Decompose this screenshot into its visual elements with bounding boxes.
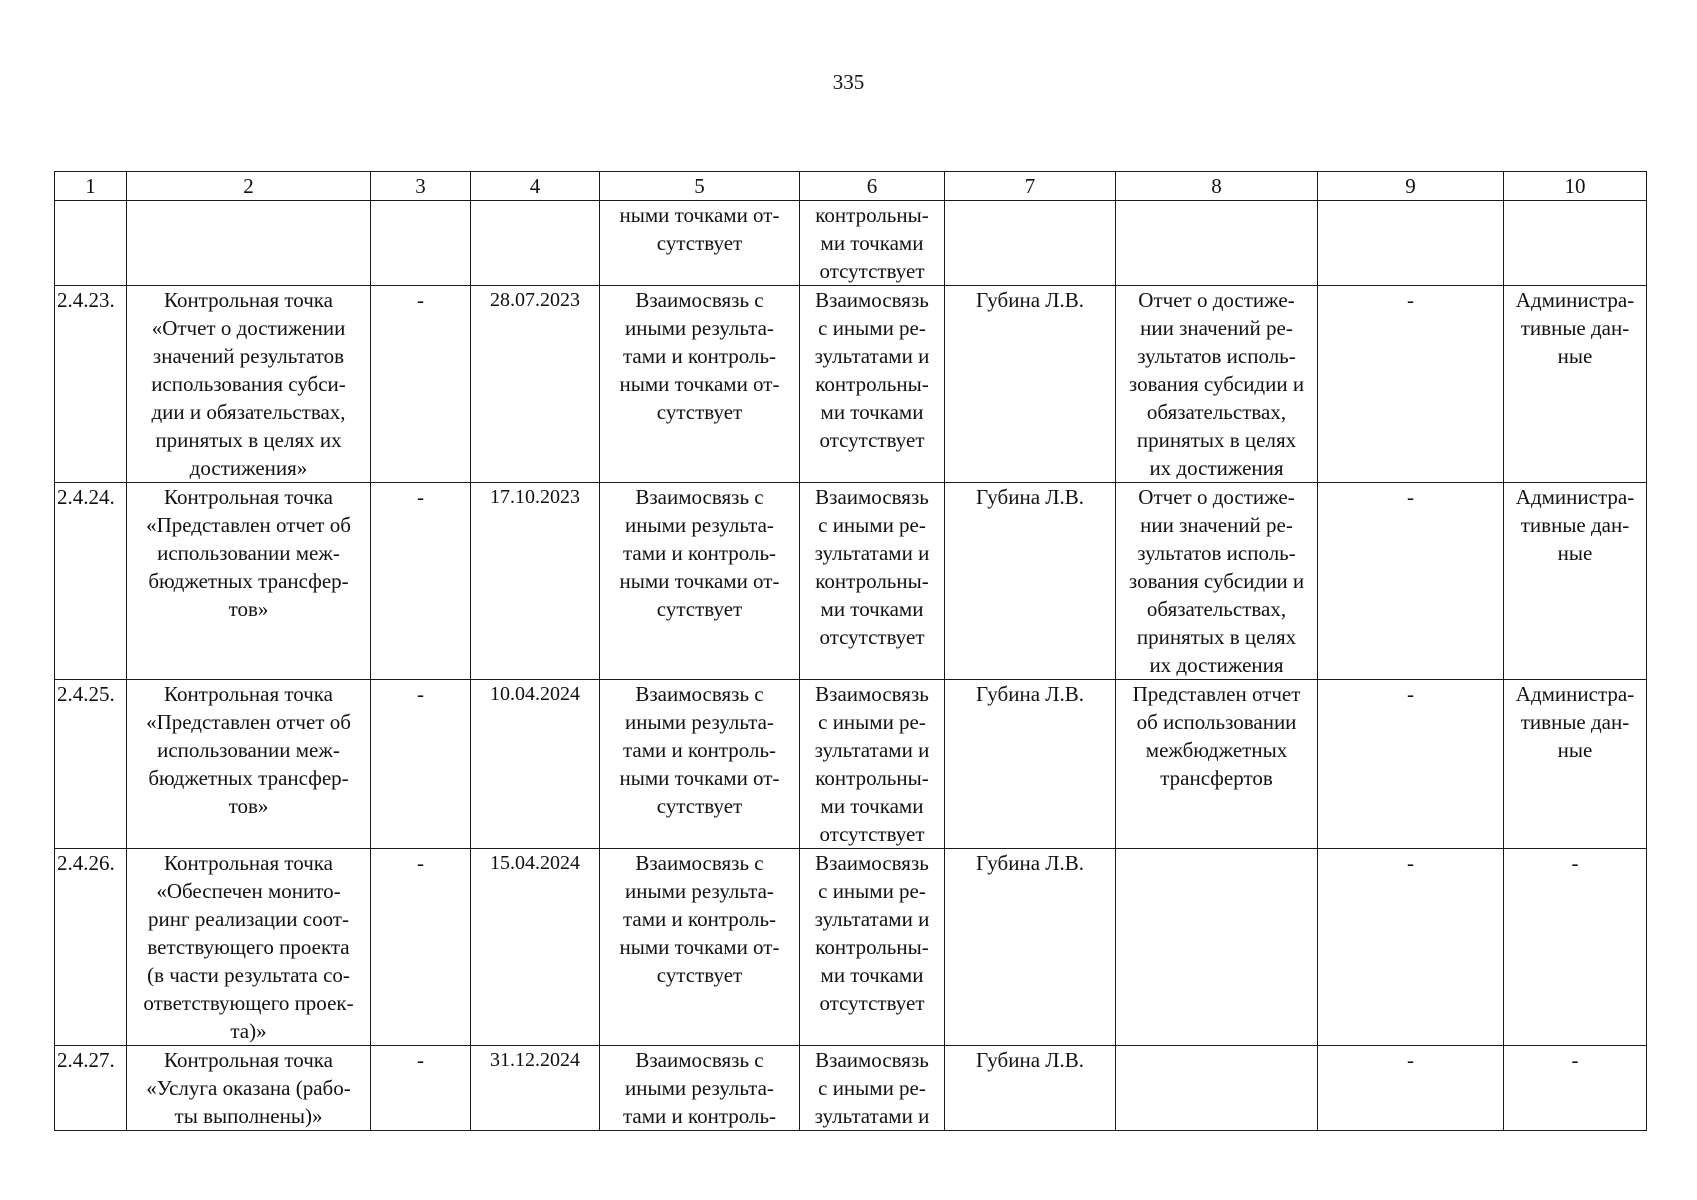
relation-points-cell (800, 1046, 945, 1131)
date-cell: 10.04.2024 (471, 680, 600, 849)
control-point-name-cell (127, 849, 371, 1046)
col9-cell: - (1318, 680, 1504, 849)
table-cell (1318, 201, 1504, 286)
row-number-cell: 2.4.26. (55, 849, 127, 1046)
cell-line: использовании меж- (157, 541, 340, 565)
cell-line: использовании меж- (157, 738, 340, 762)
col9-cell: - (1318, 849, 1504, 1046)
cell-line: ными точками от- (619, 569, 780, 593)
cell-line: ными точками от- (619, 372, 780, 396)
cell-line: Администра- (1515, 288, 1635, 312)
cell-line: нии значений ре- (1140, 316, 1293, 340)
cell-line: ми точками (820, 231, 924, 255)
responsible-cell: Губина Л.В. (945, 849, 1116, 1046)
relation-results-cell (600, 483, 800, 680)
table-cell (600, 201, 800, 286)
cell-line: их достижения (1149, 653, 1284, 677)
column-header: 7 (945, 172, 1116, 201)
col9-cell: - (1318, 286, 1504, 483)
cell-line: Взаимосвязь (815, 851, 929, 875)
data-source-cell (1504, 286, 1647, 483)
cell-line: иными результа- (625, 316, 774, 340)
cell-line: Контрольная точка (163, 288, 333, 312)
cell-line: бюджетных трансфер- (148, 569, 349, 593)
cell-line: Взаимосвязь (815, 1048, 929, 1072)
cell-line: ми точками (820, 963, 924, 987)
cell-line: отсутствует (819, 822, 925, 846)
table-cell (1504, 201, 1647, 286)
column-header: 1 (55, 172, 127, 201)
cell-line: «Отчет о достижении (151, 316, 346, 340)
cell-line: иными результа- (625, 710, 774, 734)
cell-line: зования субсидии и (1128, 372, 1305, 396)
table-cell (371, 201, 471, 286)
cell-line: принятых в целях (1136, 428, 1297, 452)
table-cell (471, 201, 600, 286)
col3-cell: - (371, 680, 471, 849)
cell-line: зования субсидии и (1128, 569, 1305, 593)
date-cell: 17.10.2023 (471, 483, 600, 680)
cell-line: достижения» (189, 456, 308, 480)
table-cell (800, 201, 945, 286)
cell-line: - (1571, 1048, 1579, 1072)
row-number-cell: 2.4.23. (55, 286, 127, 483)
table-cell (55, 201, 127, 286)
column-header: 10 (1504, 172, 1647, 201)
cell-line: Отчет о достиже- (1138, 485, 1295, 509)
cell-line: ринг реализации соот- (148, 907, 349, 931)
cell-line: Контрольная точка (163, 851, 333, 875)
cell-line: «Представлен отчет об (146, 710, 351, 734)
cell-line: тивные дан- (1520, 710, 1630, 734)
cell-line: с иными ре- (818, 513, 926, 537)
relation-results-cell (600, 680, 800, 849)
relation-results-cell (600, 849, 800, 1046)
cell-line: ными точками от- (619, 766, 780, 790)
cell-line: иными результа- (625, 1076, 774, 1100)
cell-line: обязательствах, (1146, 400, 1287, 424)
column-header: 2 (127, 172, 371, 201)
cell-line: зультатами и (814, 907, 930, 931)
cell-line: трансфертов (1160, 766, 1273, 790)
cell-line: тами и контроль- (622, 738, 777, 762)
cell-line: зультатами и (814, 738, 930, 762)
cell-line: принятых в целях их (155, 428, 342, 452)
responsible-cell: Губина Л.В. (945, 1046, 1116, 1131)
data-source-cell (1504, 849, 1647, 1046)
date-cell: 15.04.2024 (471, 849, 600, 1046)
cell-line: иными результа- (625, 513, 774, 537)
cell-line: ные (1557, 344, 1593, 368)
control-point-name-cell (127, 483, 371, 680)
table-row (55, 680, 1647, 849)
cell-line: принятых в целях (1136, 625, 1297, 649)
cell-line: значений результатов (152, 344, 345, 368)
document-cell (1116, 680, 1318, 849)
table-row (55, 1046, 1647, 1131)
col9-cell: - (1318, 483, 1504, 680)
cell-line: контрольны- (815, 569, 929, 593)
document-cell (1116, 1046, 1318, 1131)
relation-points-cell (800, 483, 945, 680)
cell-line: Взаимосвязь с (635, 288, 764, 312)
cell-line: Контрольная точка (163, 485, 333, 509)
cell-line: Взаимосвязь с (635, 485, 764, 509)
column-header: 8 (1116, 172, 1318, 201)
cell-line: Представлен отчет (1132, 682, 1301, 706)
document-cell (1116, 483, 1318, 680)
date-cell: 28.07.2023 (471, 286, 600, 483)
date-cell: 31.12.2024 (471, 1046, 600, 1131)
table-cell (127, 201, 371, 286)
document-cell (1116, 286, 1318, 483)
cell-line: Взаимосвязь с (635, 1048, 764, 1072)
table-cell (945, 201, 1116, 286)
column-header: 6 (800, 172, 945, 201)
cell-line: их достижения (1149, 456, 1284, 480)
cell-line: ми точками (820, 400, 924, 424)
header-row (55, 172, 1647, 201)
row-number-cell: 2.4.25. (55, 680, 127, 849)
control-point-name-cell (127, 1046, 371, 1131)
cell-line: ми точками (820, 597, 924, 621)
data-source-cell (1504, 680, 1647, 849)
column-header: 5 (600, 172, 800, 201)
cell-line: Взаимосвязь с (635, 851, 764, 875)
relation-results-cell (600, 286, 800, 483)
cell-line: Администра- (1515, 485, 1635, 509)
cell-line: зультатами и (814, 541, 930, 565)
cell-line: - (1571, 851, 1579, 875)
data-source-cell (1504, 483, 1647, 680)
row-number-cell: 2.4.27. (55, 1046, 127, 1131)
cell-line: тивные дан- (1520, 316, 1630, 340)
cell-line: тами и контроль- (622, 541, 777, 565)
cell-line: отсутствует (819, 259, 925, 283)
table-row (55, 849, 1647, 1046)
cell-line: об использовании (1136, 710, 1297, 734)
cell-line: Отчет о достиже- (1138, 288, 1295, 312)
cell-line: «Обеспечен монито- (156, 879, 341, 903)
relation-points-cell (800, 286, 945, 483)
row-number-cell: 2.4.24. (55, 483, 127, 680)
column-header: 4 (471, 172, 600, 201)
cell-line: Взаимосвязь (815, 485, 929, 509)
cell-line: контрольны- (815, 203, 929, 227)
cell-line: Взаимосвязь (815, 288, 929, 312)
cell-line: Контрольная точка (163, 682, 333, 706)
cell-line: отсутствует (819, 991, 925, 1015)
cell-line: ми точками (820, 794, 924, 818)
cell-line: Взаимосвязь с (635, 682, 764, 706)
cell-line: зультатов исполь- (1137, 541, 1296, 565)
control-points-table (54, 171, 1647, 1131)
cell-line: контрольны- (815, 372, 929, 396)
col3-cell: - (371, 286, 471, 483)
cell-line: контрольны- (815, 766, 929, 790)
cell-line: ные (1557, 541, 1593, 565)
cell-line: обязательствах, (1146, 597, 1287, 621)
cell-line: тами и контроль- (622, 907, 777, 931)
cell-line: с иными ре- (818, 316, 926, 340)
cell-line: с иными ре- (818, 879, 926, 903)
cell-line: использования субси- (151, 372, 346, 396)
column-header: 3 (371, 172, 471, 201)
relation-points-cell (800, 849, 945, 1046)
continuation-row (55, 201, 1647, 286)
document-cell (1116, 849, 1318, 1046)
data-source-cell (1504, 1046, 1647, 1131)
cell-line: ответствующего проек- (143, 991, 354, 1015)
cell-line: с иными ре- (818, 1076, 926, 1100)
cell-line: тами и контроль- (622, 344, 777, 368)
cell-line: тов» (228, 794, 269, 818)
cell-line: иными результа- (625, 879, 774, 903)
cell-line: зультатами и (814, 344, 930, 368)
cell-line: с иными ре- (818, 710, 926, 734)
col3-cell: - (371, 483, 471, 680)
col3-cell: - (371, 849, 471, 1046)
table-row (55, 286, 1647, 483)
cell-line: сутствует (656, 400, 743, 424)
table-cell (1116, 201, 1318, 286)
cell-line: «Услуга оказана (рабо- (146, 1076, 351, 1100)
cell-line: ными точками от- (619, 203, 780, 227)
control-point-name-cell (127, 286, 371, 483)
column-header: 9 (1318, 172, 1504, 201)
cell-line: дии и обязательствах, (151, 400, 346, 424)
control-point-name-cell (127, 680, 371, 849)
cell-line: ты выполнены)» (174, 1104, 323, 1128)
cell-line: Контрольная точка (163, 1048, 333, 1072)
cell-line: тов» (228, 597, 269, 621)
page-number: 335 (832, 70, 865, 94)
col3-cell: - (371, 1046, 471, 1131)
cell-line: сутствует (656, 231, 743, 255)
relation-points-cell (800, 680, 945, 849)
responsible-cell: Губина Л.В. (945, 680, 1116, 849)
cell-line: ными точками от- (619, 935, 780, 959)
cell-line: сутствует (656, 794, 743, 818)
cell-line: контрольны- (815, 935, 929, 959)
cell-line: Взаимосвязь (815, 682, 929, 706)
relation-results-cell (600, 1046, 800, 1131)
cell-line: «Представлен отчет об (146, 513, 351, 537)
table-row (55, 483, 1647, 680)
responsible-cell: Губина Л.В. (945, 483, 1116, 680)
cell-line: отсутствует (819, 625, 925, 649)
cell-line: тивные дан- (1520, 513, 1630, 537)
cell-line: Администра- (1515, 682, 1635, 706)
cell-line: сутствует (656, 963, 743, 987)
cell-line: та)» (230, 1019, 267, 1043)
cell-line: (в части результата со- (147, 963, 350, 987)
cell-line: зультатов исполь- (1137, 344, 1296, 368)
cell-line: межбюджетных (1145, 738, 1288, 762)
cell-line: нии значений ре- (1140, 513, 1293, 537)
responsible-cell: Губина Л.В. (945, 286, 1116, 483)
cell-line: бюджетных трансфер- (148, 766, 349, 790)
cell-line: отсутствует (819, 428, 925, 452)
cell-line: сутствует (656, 597, 743, 621)
cell-line: зультатами и (814, 1104, 930, 1128)
col9-cell: - (1318, 1046, 1504, 1131)
cell-line: ные (1557, 738, 1593, 762)
cell-line: тами и контроль- (622, 1104, 777, 1128)
cell-line: ветствующего проекта (147, 935, 350, 959)
